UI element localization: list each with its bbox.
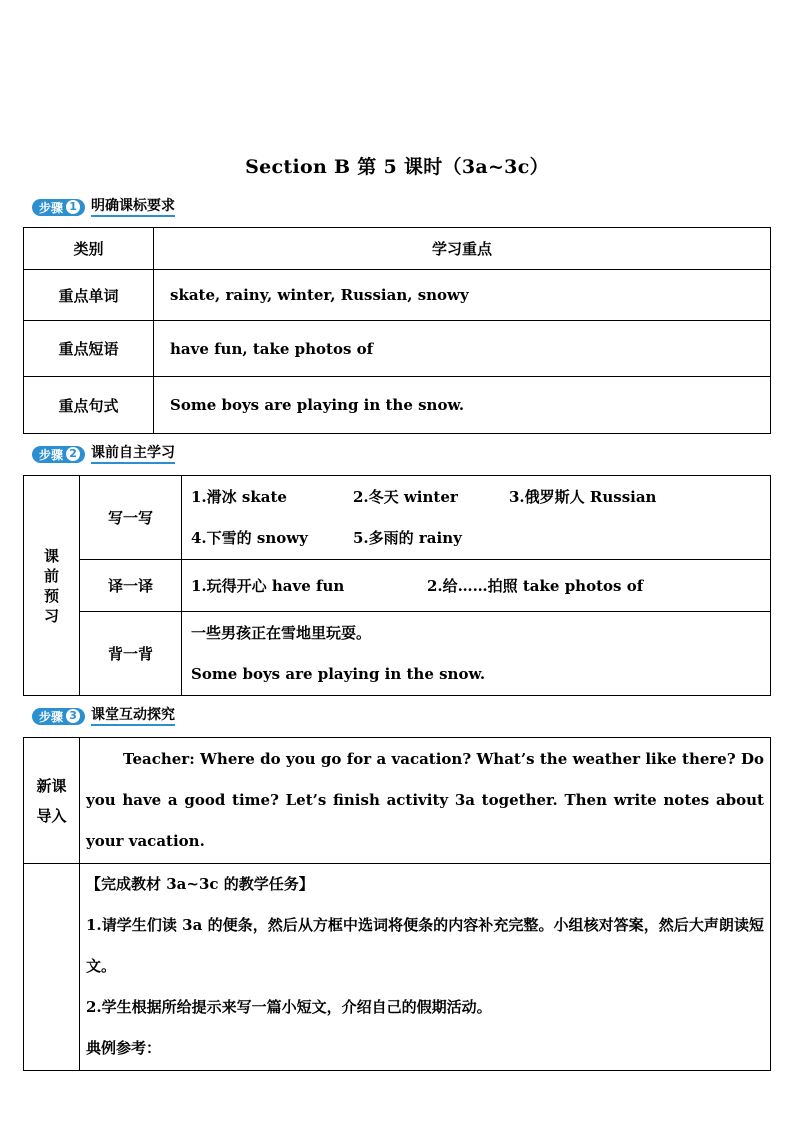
side-char: 前 [43, 566, 59, 585]
recite-label: 背一背 [80, 612, 182, 696]
task-title: 【完成教材 3a~3c 的教学任务】 [86, 875, 314, 893]
task-1: 1.请学生们读 3a 的便条，然后从方框中选词将便条的内容补充完整。小组核对答案，然后大声朗读短文。 [86, 916, 764, 975]
task-2: 2.学生根据所给提示来写一篇小短文，介绍自己的假期活动。 [86, 998, 492, 1016]
recite-row [24, 612, 771, 696]
recite-english: Some boys are playing in the snow. [191, 664, 486, 683]
step-1-pill [32, 199, 85, 216]
translate-content [182, 560, 771, 612]
preview-table [23, 475, 771, 696]
write-item: 4.下雪的 snowy [191, 528, 308, 547]
step-3-number: 3 [66, 709, 80, 723]
side-char: 课 [43, 546, 59, 565]
write-item: 2.冬天 winter [353, 487, 458, 506]
write-label: 写一写 [80, 476, 182, 560]
step-2-number: 2 [66, 447, 80, 461]
step-1-label: 明确课标要求 [91, 198, 175, 217]
step-3-pill-text: 步骤 [39, 709, 64, 724]
task-side-cell [24, 864, 80, 1071]
intro-row [24, 738, 771, 864]
header-focus: 学习重点 [154, 228, 771, 270]
write-item: 3.俄罗斯人 Russian [509, 487, 657, 506]
step-3-header [32, 707, 175, 725]
translate-label: 译一译 [80, 560, 182, 612]
write-item: 5.多雨的 rainy [353, 528, 462, 547]
step-1-number: 1 [66, 200, 80, 214]
preclass-preview-label [24, 476, 80, 696]
intro-label-line: 新课 [36, 776, 67, 795]
translate-row [24, 560, 771, 612]
write-content [182, 476, 771, 560]
row-label-phrases: 重点短语 [24, 321, 154, 377]
table-row [24, 321, 771, 377]
row-label-words: 重点单词 [24, 270, 154, 321]
row-label-sentences: 重点句式 [24, 377, 154, 434]
table-header-row [24, 228, 771, 270]
side-char: 习 [43, 606, 59, 625]
step-1-pill-text: 步骤 [39, 200, 64, 215]
example-label: 典例参考： [86, 1039, 162, 1057]
translate-item: 2.给……拍照 take photos of [427, 577, 644, 595]
new-lesson-intro-label [24, 738, 80, 864]
key-points-table [23, 227, 771, 434]
page-title: Section B 第 5 课时（3a~3c） [245, 156, 549, 178]
table-row [24, 377, 771, 434]
row-content-sentences: Some boys are playing in the snow. [154, 377, 771, 434]
step-2-pill-text: 步骤 [39, 447, 64, 462]
table-row [24, 270, 771, 321]
step-2-label: 课前自主学习 [91, 445, 175, 464]
write-item: 1.滑冰 skate [191, 487, 287, 506]
step-2-header [32, 445, 175, 463]
row-content-phrases: have fun, take photos of [154, 321, 771, 377]
step-1-header [32, 198, 175, 216]
classroom-table [23, 737, 771, 1071]
step-3-label: 课堂互动探究 [91, 707, 175, 726]
side-char: 预 [43, 586, 59, 605]
task-content [80, 864, 771, 1071]
intro-label-line: 导入 [36, 806, 67, 825]
recite-chinese: 一些男孩正在雪地里玩耍。 [191, 623, 372, 642]
row-content-words: skate, rainy, winter, Russian, snowy [154, 270, 771, 321]
task-row [24, 864, 771, 1071]
header-category: 类别 [24, 228, 154, 270]
intro-text: Teacher: Where do you go for a vacation? What’s the weather like there? Do you have a good time? Let’s finish activity 3a together. Then write notes about your vacation. [80, 738, 771, 864]
recite-content [182, 612, 771, 696]
translate-item: 1.玩得开心 have fun [191, 577, 345, 595]
step-2-pill [32, 446, 85, 463]
step-3-pill [32, 708, 85, 725]
write-row [24, 476, 771, 560]
